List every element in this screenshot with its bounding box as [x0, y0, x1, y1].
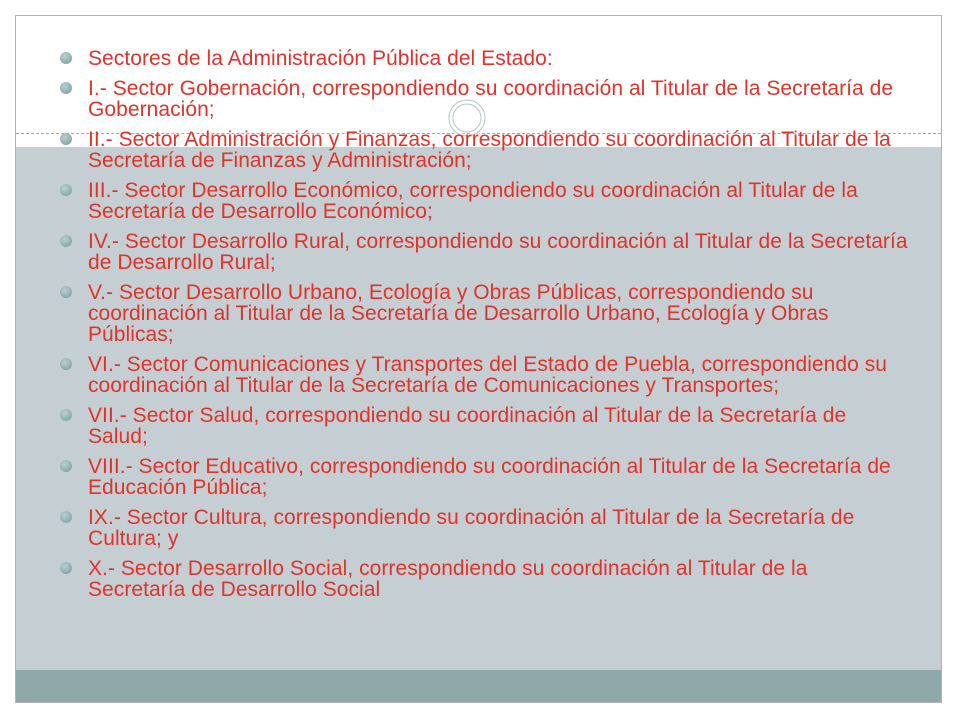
list-item: [60, 354, 910, 396]
bullet-icon: [60, 235, 72, 247]
list-item: [60, 129, 910, 171]
list-item: [60, 558, 910, 600]
bullet-icon: [60, 409, 72, 421]
bullet-icon: [60, 511, 72, 523]
list-item-text: V.- Sector Desarrollo Urbano, Ecología y Obras Públicas, correspondiendo su coordinación al Titular de la Secretaría de Desarrollo Urbano, Ecología y Obras Públicas;: [88, 281, 829, 346]
list-item: [60, 78, 910, 120]
list-item-text: III.- Sector Desarrollo Económico, correspondiendo su coordinación al Titular de la Secretaría de Desarrollo Económico;: [88, 179, 858, 223]
list-item-text: VIII.- Sector Educativo, correspondiendo su coordinación al Titular de la Secretaría de Educación Pública;: [88, 455, 891, 499]
list-item-text: I.- Sector Gobernación, correspondiendo su coordinación al Titular de la Secretaría de Gobernación;: [88, 77, 894, 121]
list-item-text: VI.- Sector Comunicaciones y Transportes del Estado de Puebla, correspondiendo su coordinación al Titular de la Secretaría de Comunicaciones y Transportes;: [88, 353, 887, 397]
list-item-text: II.- Sector Administración y Finanzas, correspondiendo su coordinación al Titular de la Secretaría de Finanzas y Administración;: [88, 128, 891, 172]
list-item: [60, 48, 910, 69]
list-item: [60, 231, 910, 273]
bullet-icon: [60, 358, 72, 370]
list-item-text: X.- Sector Desarrollo Social, correspondiendo su coordinación al Titular de la Secretaría de Desarrollo Social: [88, 557, 808, 601]
bullet-icon: [60, 460, 72, 472]
list-item-text: VII.- Sector Salud, correspondiendo su coordinación al Titular de la Secretaría de Salud;: [88, 404, 847, 448]
list-item-text: IX.- Sector Cultura, correspondiendo su coordinación al Titular de la Secretaría de Cultura; y: [88, 506, 855, 550]
list-item-text: IV.- Sector Desarrollo Rural, correspondiendo su coordinación al Titular de la Secretaría de Desarrollo Rural;: [88, 230, 908, 274]
list-item-text: Sectores de la Administración Pública del Estado:: [88, 47, 553, 70]
list-item: [60, 405, 910, 447]
list-item: [60, 507, 910, 549]
list-item: [60, 456, 910, 498]
bullet-icon: [60, 133, 72, 145]
bullet-icon: [60, 184, 72, 196]
content-area: [60, 48, 910, 609]
bottom-band: [16, 670, 941, 703]
bullet-icon: [60, 82, 72, 94]
list-item: [60, 282, 910, 345]
bullet-icon: [60, 562, 72, 574]
list-item: [60, 180, 910, 222]
bullet-icon: [60, 286, 72, 298]
sector-list: [60, 48, 910, 600]
bullet-icon: [60, 52, 72, 64]
